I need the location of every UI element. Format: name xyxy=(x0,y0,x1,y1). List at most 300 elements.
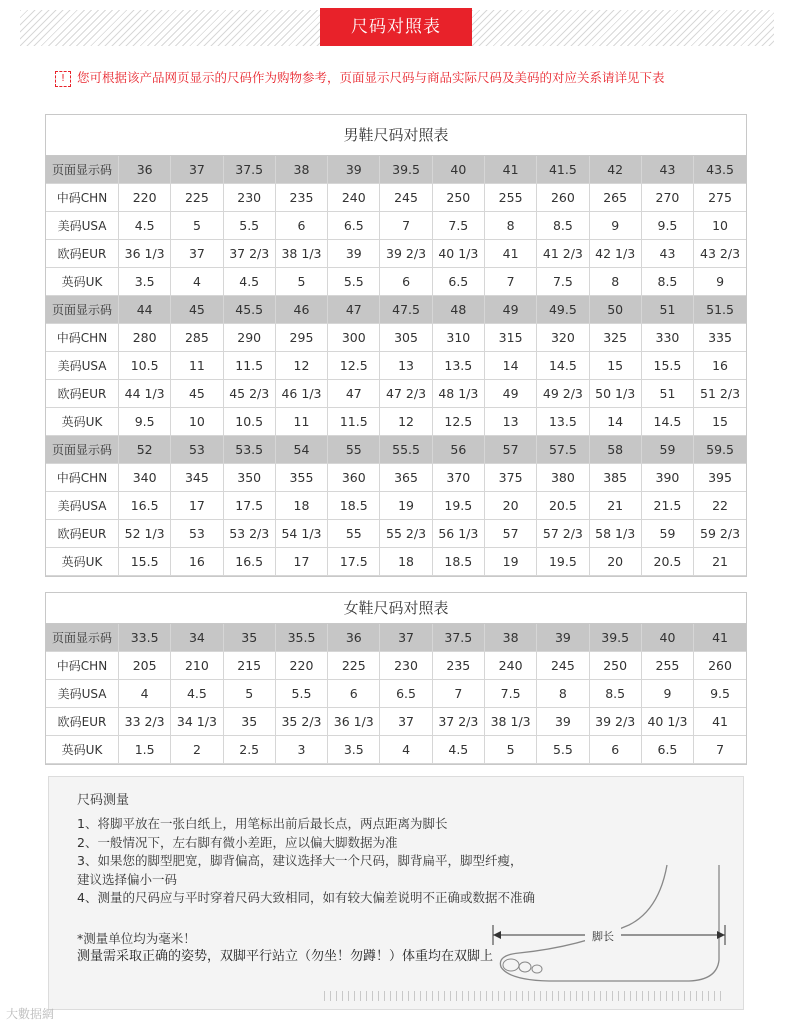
size-cell: 50 1/3 xyxy=(589,380,641,408)
table-row xyxy=(46,708,746,736)
men-table-title: 男鞋尺码对照表 xyxy=(46,115,746,156)
size-cell: 385 xyxy=(589,464,641,492)
size-cell: 53 2/3 xyxy=(223,520,275,548)
size-cell: 6 xyxy=(275,212,327,240)
size-cell: 51 xyxy=(641,380,693,408)
size-cell: 9 xyxy=(694,268,746,296)
table-row xyxy=(46,736,746,764)
size-cell: 18 xyxy=(380,548,432,576)
size-cell: 4 xyxy=(171,268,223,296)
row-label-uk: 英码UK xyxy=(46,268,119,296)
size-cell: 17 xyxy=(275,548,327,576)
size-cell: 10.5 xyxy=(119,352,171,380)
size-cell: 6 xyxy=(589,736,641,764)
size-cell: 7.5 xyxy=(484,680,536,708)
measure-step: 建议选择偏小一码 xyxy=(77,871,178,887)
measure-step: 4、测量的尺码应与平时穿着尺码大致相同，如有较大偏差说明不正确或数据不准确 xyxy=(77,890,535,905)
size-cell: 260 xyxy=(537,184,589,212)
size-cell: 12 xyxy=(275,352,327,380)
size-cell: 21 xyxy=(694,548,746,576)
size-cell: 43 2/3 xyxy=(694,240,746,268)
size-cell: 54 xyxy=(275,436,327,464)
row-label-uk: 英码UK xyxy=(46,736,119,764)
size-cell: 37.5 xyxy=(223,156,275,184)
size-cell: 21 xyxy=(589,492,641,520)
size-cell: 17.5 xyxy=(328,548,380,576)
size-cell: 5.5 xyxy=(537,736,589,764)
size-cell: 37 xyxy=(380,624,432,652)
table-row xyxy=(46,548,746,576)
size-cell: 17.5 xyxy=(223,492,275,520)
men-size-table xyxy=(45,114,747,577)
size-cell: 5 xyxy=(275,268,327,296)
row-label-eur: 欧码EUR xyxy=(46,708,119,736)
size-cell: 33 2/3 xyxy=(119,708,171,736)
size-cell: 275 xyxy=(694,184,746,212)
size-cell: 11.5 xyxy=(328,408,380,436)
size-cell: 5.5 xyxy=(223,212,275,240)
size-cell: 15 xyxy=(589,352,641,380)
size-cell: 52 1/3 xyxy=(119,520,171,548)
size-cell: 315 xyxy=(484,324,536,352)
size-cell: 205 xyxy=(119,652,171,680)
size-cell: 220 xyxy=(275,652,327,680)
size-cell: 220 xyxy=(119,184,171,212)
size-cell: 14.5 xyxy=(641,408,693,436)
size-cell: 10 xyxy=(171,408,223,436)
size-cell: 45 xyxy=(171,296,223,324)
size-cell: 12.5 xyxy=(328,352,380,380)
row-label-usa: 美码USA xyxy=(46,212,119,240)
table-header-row xyxy=(46,296,746,324)
table-row xyxy=(46,464,746,492)
size-cell: 40 1/3 xyxy=(641,708,693,736)
size-cell: 320 xyxy=(537,324,589,352)
size-cell: 15.5 xyxy=(119,548,171,576)
size-cell: 18 xyxy=(275,492,327,520)
size-cell: 14 xyxy=(589,408,641,436)
size-cell: 14.5 xyxy=(537,352,589,380)
size-cell: 7 xyxy=(694,736,746,764)
size-cell: 36 xyxy=(328,624,380,652)
measure-step: 1、将脚平放在一张白纸上，用笔标出前后最长点，两点距离为脚长 xyxy=(77,816,448,831)
warning-icon: ! xyxy=(55,71,71,87)
size-cell: 45 xyxy=(171,380,223,408)
size-cell: 6.5 xyxy=(328,212,380,240)
row-label-uk: 英码UK xyxy=(46,548,119,576)
size-cell: 55 2/3 xyxy=(380,520,432,548)
size-cell: 53.5 xyxy=(223,436,275,464)
size-cell: 22 xyxy=(694,492,746,520)
row-label-usa: 美码USA xyxy=(46,492,119,520)
size-cell: 34 xyxy=(171,624,223,652)
table-row xyxy=(46,212,746,240)
size-cell: 43 xyxy=(641,240,693,268)
size-cell: 235 xyxy=(275,184,327,212)
row-label-usa: 美码USA xyxy=(46,352,119,380)
size-cell: 52 xyxy=(119,436,171,464)
notice-text: 您可根据该产品网页显示的尺码作为购物参考，页面显示尺码与商品实际尺码及美码的对应关系请详见下表 xyxy=(77,70,665,85)
size-cell: 370 xyxy=(432,464,484,492)
size-cell: 38 xyxy=(275,156,327,184)
table-header-row xyxy=(46,624,746,652)
size-cell: 20.5 xyxy=(537,492,589,520)
size-cell: 42 xyxy=(589,156,641,184)
size-cell: 51 xyxy=(641,296,693,324)
size-cell: 20 xyxy=(589,548,641,576)
size-cell: 2.5 xyxy=(223,736,275,764)
table-row xyxy=(46,520,746,548)
row-label-eur: 欧码EUR xyxy=(46,380,119,408)
size-cell: 47 xyxy=(328,380,380,408)
size-cell: 13 xyxy=(380,352,432,380)
size-cell: 5.5 xyxy=(328,268,380,296)
size-cell: 1.5 xyxy=(119,736,171,764)
measure-step: 3、如果您的脚型肥宽，脚背偏高，建议选择大一个尺码，脚背扁平，脚型纤瘦， xyxy=(77,853,523,868)
size-cell: 5 xyxy=(484,736,536,764)
size-cell: 41 xyxy=(694,708,746,736)
size-cell: 8 xyxy=(484,212,536,240)
size-cell: 43.5 xyxy=(694,156,746,184)
row-label-page: 页面显示码 xyxy=(46,436,119,464)
size-cell: 36 xyxy=(119,156,171,184)
size-cell: 16.5 xyxy=(119,492,171,520)
size-cell: 295 xyxy=(275,324,327,352)
size-cell: 59 2/3 xyxy=(694,520,746,548)
size-cell: 18.5 xyxy=(328,492,380,520)
size-cell: 36 1/3 xyxy=(328,708,380,736)
toe xyxy=(519,962,531,972)
foot-diagram-icon xyxy=(489,855,729,995)
size-cell: 39 xyxy=(328,240,380,268)
size-cell: 255 xyxy=(641,652,693,680)
size-cell: 325 xyxy=(589,324,641,352)
size-cell: 53 xyxy=(171,520,223,548)
size-cell: 37 2/3 xyxy=(223,240,275,268)
size-cell: 55.5 xyxy=(380,436,432,464)
size-cell: 8.5 xyxy=(537,212,589,240)
size-cell: 49 xyxy=(484,380,536,408)
size-cell: 20 xyxy=(484,492,536,520)
size-cell: 39.5 xyxy=(589,624,641,652)
size-cell: 41 xyxy=(484,156,536,184)
size-cell: 19.5 xyxy=(432,492,484,520)
size-cell: 8.5 xyxy=(641,268,693,296)
size-cell: 280 xyxy=(119,324,171,352)
foot-length-label: 脚长 xyxy=(592,930,614,943)
size-cell: 48 xyxy=(432,296,484,324)
size-cell: 33.5 xyxy=(119,624,171,652)
size-cell: 53 xyxy=(171,436,223,464)
row-label-chn: 中码CHN xyxy=(46,324,119,352)
table-row xyxy=(46,352,746,380)
size-cell: 8 xyxy=(589,268,641,296)
size-cell: 41 xyxy=(694,624,746,652)
size-cell: 39 xyxy=(328,156,380,184)
table-row xyxy=(46,652,746,680)
size-cell: 56 1/3 xyxy=(432,520,484,548)
arrow-right-icon xyxy=(717,931,725,939)
size-cell: 260 xyxy=(694,652,746,680)
size-cell: 4.5 xyxy=(171,680,223,708)
table-row xyxy=(46,184,746,212)
size-cell: 235 xyxy=(432,652,484,680)
size-cell: 395 xyxy=(694,464,746,492)
size-cell: 9.5 xyxy=(119,408,171,436)
size-cell: 39.5 xyxy=(380,156,432,184)
size-cell: 39 2/3 xyxy=(380,240,432,268)
foot-outline xyxy=(500,865,719,981)
size-cell: 19.5 xyxy=(537,548,589,576)
arrow-left-icon xyxy=(493,931,501,939)
size-cell: 59.5 xyxy=(694,436,746,464)
size-cell: 250 xyxy=(432,184,484,212)
size-cell: 6.5 xyxy=(380,680,432,708)
size-cell: 4.5 xyxy=(223,268,275,296)
size-cell: 330 xyxy=(641,324,693,352)
size-cell: 310 xyxy=(432,324,484,352)
table-row xyxy=(46,408,746,436)
table-row xyxy=(46,380,746,408)
women-size-table xyxy=(45,592,747,765)
size-cell: 59 xyxy=(641,520,693,548)
size-cell: 39 2/3 xyxy=(589,708,641,736)
size-cell: 18.5 xyxy=(432,548,484,576)
size-cell: 55 xyxy=(328,520,380,548)
size-cell: 35 2/3 xyxy=(275,708,327,736)
size-cell: 46 xyxy=(275,296,327,324)
size-cell: 290 xyxy=(223,324,275,352)
size-cell: 16.5 xyxy=(223,548,275,576)
size-cell: 37.5 xyxy=(432,624,484,652)
measure-step: 2、一般情况下，左右脚有微小差距，应以偏大脚数据为准 xyxy=(77,834,398,850)
size-cell: 45.5 xyxy=(223,296,275,324)
size-cell: 57 xyxy=(484,520,536,548)
page-title: 尺码对照表 xyxy=(320,8,472,46)
size-cell: 56 xyxy=(432,436,484,464)
size-cell: 4.5 xyxy=(119,212,171,240)
size-cell: 12.5 xyxy=(432,408,484,436)
size-cell: 350 xyxy=(223,464,275,492)
table-header-row xyxy=(46,436,746,464)
size-cell: 54 1/3 xyxy=(275,520,327,548)
size-cell: 9.5 xyxy=(694,680,746,708)
size-cell: 4 xyxy=(119,680,171,708)
size-cell: 305 xyxy=(380,324,432,352)
size-cell: 250 xyxy=(589,652,641,680)
posture-note: 测量需采取正确的姿势，双脚平行站立（勿坐！勿蹲！）体重均在双脚上 xyxy=(77,949,494,964)
size-cell: 47 2/3 xyxy=(380,380,432,408)
size-cell: 16 xyxy=(694,352,746,380)
size-cell: 44 xyxy=(119,296,171,324)
size-cell: 41 xyxy=(484,240,536,268)
row-label-page: 页面显示码 xyxy=(46,156,119,184)
size-cell: 35 xyxy=(223,708,275,736)
size-cell: 21.5 xyxy=(641,492,693,520)
size-cell: 57 2/3 xyxy=(537,520,589,548)
size-cell: 230 xyxy=(223,184,275,212)
size-cell: 3.5 xyxy=(328,736,380,764)
size-cell: 13.5 xyxy=(432,352,484,380)
size-cell: 270 xyxy=(641,184,693,212)
size-cell: 225 xyxy=(328,652,380,680)
men-table-grid xyxy=(46,156,746,576)
row-label-chn: 中码CHN xyxy=(46,464,119,492)
size-cell: 245 xyxy=(537,652,589,680)
size-cell: 15 xyxy=(694,408,746,436)
toe xyxy=(503,959,519,971)
size-cell: 8 xyxy=(537,680,589,708)
size-cell: 6 xyxy=(328,680,380,708)
size-cell: 11.5 xyxy=(223,352,275,380)
size-cell: 37 2/3 xyxy=(432,708,484,736)
size-cell: 230 xyxy=(380,652,432,680)
size-cell: 37 xyxy=(171,156,223,184)
size-cell: 19 xyxy=(380,492,432,520)
row-label-usa: 美码USA xyxy=(46,680,119,708)
row-label-page: 页面显示码 xyxy=(46,624,119,652)
size-cell: 6.5 xyxy=(432,268,484,296)
size-cell: 240 xyxy=(328,184,380,212)
size-cell: 49.5 xyxy=(537,296,589,324)
size-cell: 380 xyxy=(537,464,589,492)
size-cell: 3 xyxy=(275,736,327,764)
size-cell: 38 1/3 xyxy=(484,708,536,736)
notice-line xyxy=(55,68,775,87)
table-row xyxy=(46,324,746,352)
row-label-chn: 中码CHN xyxy=(46,652,119,680)
size-cell: 300 xyxy=(328,324,380,352)
size-cell: 43 xyxy=(641,156,693,184)
measurement-guide xyxy=(48,776,744,1010)
size-cell: 20.5 xyxy=(641,548,693,576)
size-cell: 265 xyxy=(589,184,641,212)
size-cell: 40 xyxy=(432,156,484,184)
table-row xyxy=(46,492,746,520)
size-cell: 390 xyxy=(641,464,693,492)
size-cell: 8.5 xyxy=(589,680,641,708)
size-cell: 7.5 xyxy=(537,268,589,296)
size-cell: 9 xyxy=(589,212,641,240)
size-cell: 245 xyxy=(380,184,432,212)
size-cell: 40 xyxy=(641,624,693,652)
size-cell: 10.5 xyxy=(223,408,275,436)
size-cell: 365 xyxy=(380,464,432,492)
size-cell: 35.5 xyxy=(275,624,327,652)
size-cell: 46 1/3 xyxy=(275,380,327,408)
size-cell: 10 xyxy=(694,212,746,240)
size-cell: 15.5 xyxy=(641,352,693,380)
size-cell: 335 xyxy=(694,324,746,352)
size-cell: 51 2/3 xyxy=(694,380,746,408)
table-header-row xyxy=(46,156,746,184)
size-cell: 37 xyxy=(171,240,223,268)
size-cell: 34 1/3 xyxy=(171,708,223,736)
size-cell: 17 xyxy=(171,492,223,520)
size-cell: 58 xyxy=(589,436,641,464)
unit-note: *测量单位均为毫米！ xyxy=(77,931,196,946)
size-cell: 57 xyxy=(484,436,536,464)
size-cell: 36 1/3 xyxy=(119,240,171,268)
size-cell: 58 1/3 xyxy=(589,520,641,548)
size-cell: 11 xyxy=(275,408,327,436)
size-cell: 55 xyxy=(328,436,380,464)
watermark: 大數据網 xyxy=(6,1007,55,1021)
size-cell: 16 xyxy=(171,548,223,576)
header-hatch-right xyxy=(472,10,774,46)
header-hatch-left xyxy=(20,10,320,46)
size-cell: 2 xyxy=(171,736,223,764)
size-cell: 4.5 xyxy=(432,736,484,764)
measure-title: 尺码测量 xyxy=(77,793,130,808)
size-cell: 41 2/3 xyxy=(537,240,589,268)
size-cell: 49 2/3 xyxy=(537,380,589,408)
size-cell: 12 xyxy=(380,408,432,436)
size-cell: 42 1/3 xyxy=(589,240,641,268)
size-cell: 345 xyxy=(171,464,223,492)
size-cell: 38 xyxy=(484,624,536,652)
ruler-scale xyxy=(324,991,724,1001)
size-cell: 51.5 xyxy=(694,296,746,324)
size-cell: 47 xyxy=(328,296,380,324)
size-cell: 4 xyxy=(380,736,432,764)
size-cell: 7 xyxy=(432,680,484,708)
size-cell: 39 xyxy=(537,624,589,652)
toe xyxy=(532,965,542,973)
size-cell: 360 xyxy=(328,464,380,492)
row-label-page: 页面显示码 xyxy=(46,296,119,324)
size-cell: 40 1/3 xyxy=(432,240,484,268)
table-row xyxy=(46,240,746,268)
size-cell: 57.5 xyxy=(537,436,589,464)
row-label-chn: 中码CHN xyxy=(46,184,119,212)
size-cell: 41.5 xyxy=(537,156,589,184)
women-table-title: 女鞋尺码对照表 xyxy=(46,593,746,624)
size-cell: 225 xyxy=(171,184,223,212)
size-cell: 255 xyxy=(484,184,536,212)
size-cell: 11 xyxy=(171,352,223,380)
size-cell: 375 xyxy=(484,464,536,492)
size-cell: 9 xyxy=(641,680,693,708)
size-cell: 35 xyxy=(223,624,275,652)
size-cell: 6.5 xyxy=(641,736,693,764)
women-table-grid xyxy=(46,624,746,764)
size-cell: 340 xyxy=(119,464,171,492)
size-cell: 47.5 xyxy=(380,296,432,324)
size-cell: 7 xyxy=(484,268,536,296)
size-cell: 48 1/3 xyxy=(432,380,484,408)
size-cell: 39 xyxy=(537,708,589,736)
size-cell: 13.5 xyxy=(537,408,589,436)
size-cell: 3.5 xyxy=(119,268,171,296)
size-cell: 7.5 xyxy=(432,212,484,240)
size-cell: 59 xyxy=(641,436,693,464)
size-cell: 38 1/3 xyxy=(275,240,327,268)
table-row xyxy=(46,680,746,708)
size-cell: 14 xyxy=(484,352,536,380)
size-cell: 19 xyxy=(484,548,536,576)
row-label-uk: 英码UK xyxy=(46,408,119,436)
size-cell: 285 xyxy=(171,324,223,352)
size-cell: 6 xyxy=(380,268,432,296)
size-cell: 9.5 xyxy=(641,212,693,240)
size-cell: 5 xyxy=(171,212,223,240)
size-cell: 49 xyxy=(484,296,536,324)
row-label-eur: 欧码EUR xyxy=(46,240,119,268)
size-cell: 37 xyxy=(380,708,432,736)
size-cell: 45 2/3 xyxy=(223,380,275,408)
size-cell: 50 xyxy=(589,296,641,324)
